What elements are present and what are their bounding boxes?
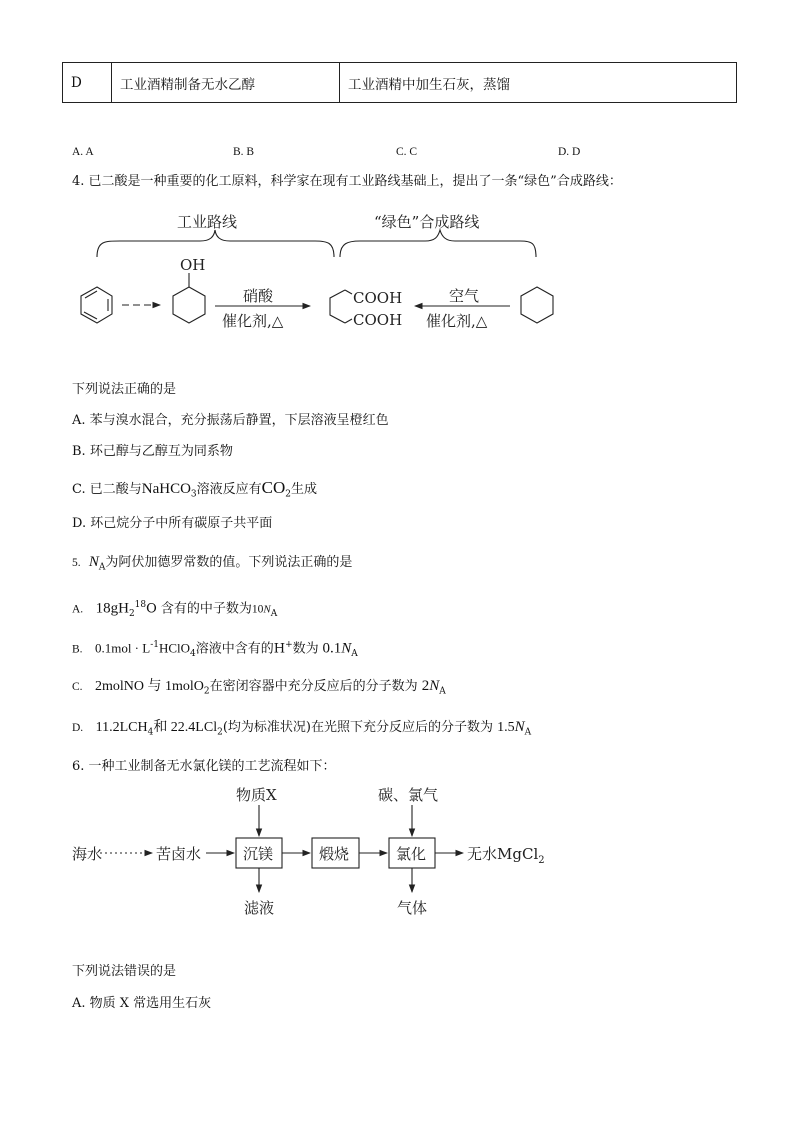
industrial-brace — [97, 230, 334, 257]
input-carbon-chlorine-label: 碳、氯气 — [378, 786, 439, 804]
q3-option-b[interactable]: B. B — [233, 146, 255, 158]
na-sub: A — [524, 727, 532, 738]
na-symbol: N — [429, 678, 440, 694]
table-cell-purpose: 工业酒精制备无水乙醇 — [112, 63, 340, 103]
sub2: 2 — [217, 727, 223, 738]
gas-label: 气体 — [397, 899, 428, 917]
answer-table — [62, 62, 737, 103]
green-brace — [340, 230, 536, 257]
table-cell-method: 工业酒精中加生石灰，蒸馏 — [340, 63, 737, 103]
q5-text: 为阿伏加德罗常数的值。下列说法正确的是 — [105, 555, 353, 570]
value: 2 — [421, 678, 430, 694]
reagent2-bottom: 催化剂,△ — [426, 312, 488, 330]
reagent1-bottom: 催化剂,△ — [222, 312, 284, 330]
q5-option-a[interactable]: A. $18gH_2^{18}O$ 含有的中子数为$10N_A$ — [72, 600, 278, 619]
filtrate-label: 滤液 — [244, 899, 275, 917]
option-label: A. — [72, 603, 84, 616]
product-label: 无水MgCl$_2$ — [467, 845, 545, 866]
q4-option-a[interactable]: A. 苯与溴水混合，充分振荡后静置，下层溶液呈橙红色 — [72, 413, 389, 428]
option-label: C. — [72, 681, 83, 693]
q5-option-c[interactable] — [72, 678, 446, 700]
q6-prompt: 下列说法错误的是 — [72, 964, 177, 979]
cooh-top: COOH — [353, 289, 403, 307]
text2: 数为 — [292, 641, 319, 657]
formula2: 和 22.4LCl — [153, 720, 218, 735]
precipitate-label: 沉镁 — [243, 845, 274, 863]
q6-option-a[interactable]: A. 物质 X 常选用生石灰 — [72, 996, 212, 1011]
q4-stem: 4. 已二酸是一种重要的化工原料，科学家在现有工业路线基础上，提出了一条“绿色”合成路线： — [72, 174, 622, 189]
option-label: D. — [72, 722, 84, 734]
cyclohexanol-ring — [173, 287, 205, 323]
co2-formula: CO — [261, 478, 286, 497]
calcine-label: 煅烧 — [319, 845, 350, 863]
seawater-label: 海水 — [72, 845, 103, 863]
cooh-bottom: COOH — [353, 311, 403, 329]
na-symbol: N — [514, 719, 525, 735]
q4-option-c[interactable]: C. 已二酸与NaHCO$_3$溶液反应有$CO_2$生成 — [72, 478, 318, 500]
brine-label: 苦卤水 — [156, 845, 202, 863]
q4-option-b[interactable]: B. 环己醇与乙醇互为同系物 — [72, 444, 233, 459]
value: 10 — [251, 603, 264, 616]
industrial-route-label: 工业路线 — [177, 213, 238, 231]
adipic-acid-chain — [330, 290, 352, 323]
na-symbol: N — [88, 554, 99, 570]
text: O 含有的中子数为 — [146, 601, 252, 617]
q5-stem — [72, 554, 352, 576]
plus: + — [285, 640, 293, 650]
sub: 4 — [190, 648, 196, 659]
sub: 4 — [147, 727, 154, 738]
q4-option-d[interactable]: D. 环己烷分子中所有碳原子共平面 — [72, 516, 273, 531]
option-label: B. — [72, 643, 83, 656]
na-sub: A — [270, 608, 278, 619]
q3-option-c[interactable]: C. C — [396, 146, 418, 158]
adipic-acid-route-diagram — [60, 195, 580, 345]
na-symbol: N — [341, 640, 352, 657]
reagent1-top: 硝酸 — [243, 287, 274, 305]
q3-option-d[interactable]: D. D — [558, 146, 581, 158]
q5-option-b[interactable] — [72, 637, 358, 662]
sup: -1 — [150, 640, 159, 650]
benzene-ring — [81, 287, 112, 323]
formula: 2molNO 与 1molO — [94, 679, 204, 694]
text: 溶液中含有的H — [195, 641, 286, 657]
value: 0.1 — [322, 640, 342, 657]
table-cell-option: D — [63, 63, 112, 103]
table-row — [63, 63, 737, 103]
green-route-label: “绿色”合成路线 — [374, 213, 480, 231]
reagent2-top: 空气 — [449, 287, 480, 305]
nahco3-formula: NaHCO — [141, 481, 191, 497]
q6-stem: 6. 一种工业制备无水氯化镁的工艺流程如下： — [72, 759, 336, 774]
oh-label: OH — [180, 256, 206, 274]
q3-option-a[interactable]: A. A — [72, 146, 94, 158]
value: 1.5 — [497, 720, 515, 735]
na-sub: A — [439, 686, 446, 697]
q4-c-text1: C. 已二酸与 — [72, 482, 142, 497]
na-sub: A — [351, 648, 358, 659]
mgcl2-process-flow-diagram — [60, 780, 560, 920]
na-sub: A — [98, 562, 106, 573]
input-x-label: 物质X — [236, 786, 277, 804]
sub: 2 — [203, 686, 210, 697]
formula: 11.2LCH — [95, 720, 148, 735]
isotope-sup: 18 — [134, 600, 147, 610]
q4-c-text2: 溶液反应有 — [196, 482, 262, 497]
q4-prompt: 下列说法正确的是 — [72, 382, 177, 397]
text: (均为标准状况)在光照下充分反应后的分子数为 — [222, 720, 493, 735]
text: 在密闭容器中充分反应后的分子数为 — [209, 679, 418, 694]
cyclohexane-ring — [521, 287, 553, 323]
formula: 18gH — [95, 600, 129, 617]
na-symbol: N — [263, 603, 271, 616]
hclo4: HClO — [158, 640, 191, 656]
q5-option-d[interactable] — [72, 719, 531, 741]
q4-c-text3: 生成 — [291, 482, 318, 497]
q5-number: 5. — [72, 557, 81, 569]
chlorinate-label: 氯化 — [396, 845, 427, 863]
formula: 0.1mol · L — [94, 640, 151, 656]
